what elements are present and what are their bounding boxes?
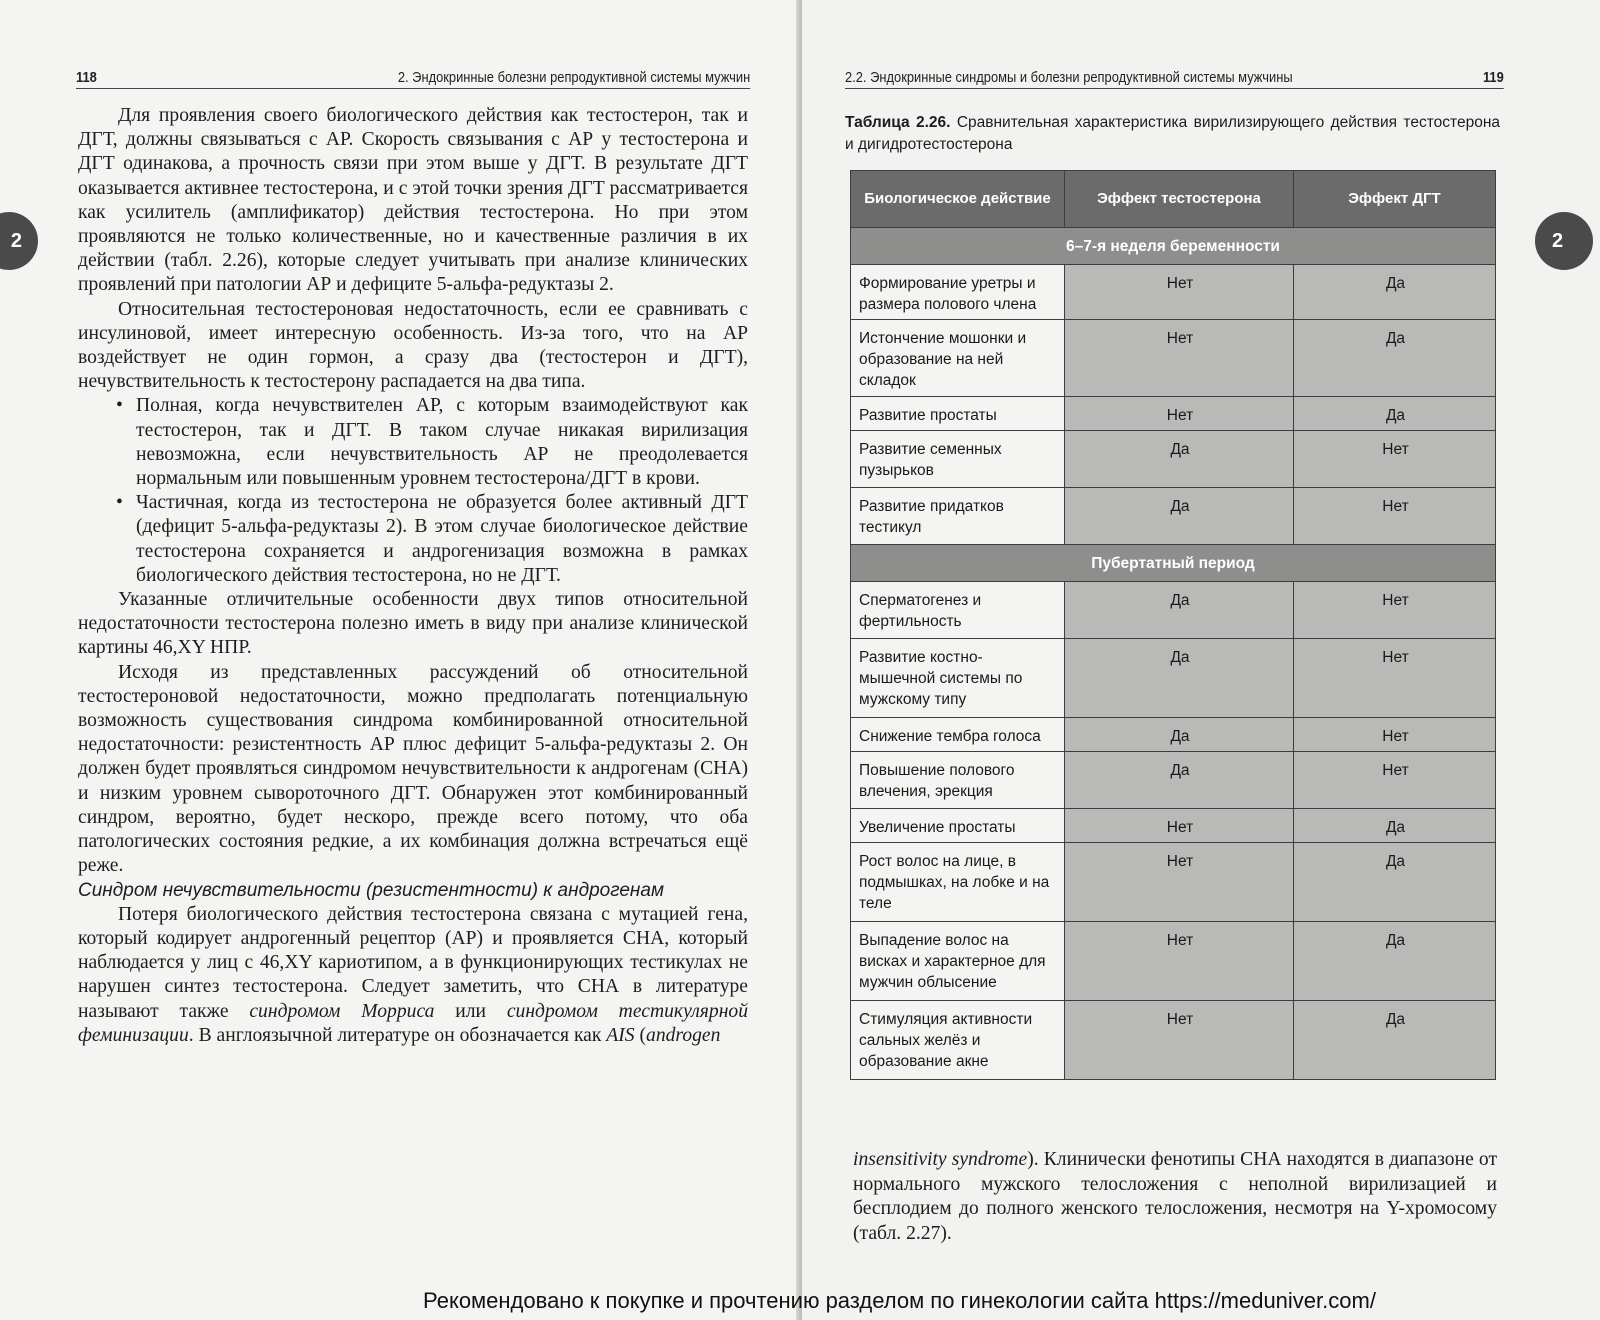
running-head-right — [845, 62, 1504, 89]
comparison-table — [850, 170, 1496, 1080]
table-header-action: Биологическое действие — [851, 171, 1065, 228]
cell-action: Выпадение волос на висках и характерное для мужчин облысение — [851, 922, 1065, 1001]
after-italic-insensitivity: insensitivity syndrome — [853, 1149, 1028, 1170]
section-title-pregnancy: 6–7-я неделя беременности — [851, 228, 1496, 265]
p5-italic-morris: синдромом Морриса — [249, 1000, 435, 1022]
cell-action: Развитие придатков тестикул — [851, 488, 1065, 545]
cell-action: Стимуляция активности сальных желёз и образование акне — [851, 1001, 1065, 1080]
after-text: ). Клинически фенотипы СНА находятся в диапазоне от нормального мужского телосложения с неполной вирилизацией и бесплодием до полного женского телосложения, несмотря на Y-хромосому (табл. 2.27). — [853, 1149, 1498, 1244]
section-subheading: Синдром нечувствительности (резистентности) к андрогенам — [78, 879, 664, 901]
cell-action: Развитие костно-мышечной системы по мужскому типу — [851, 639, 1065, 718]
section-title-puberty: Пубертатный период — [851, 545, 1496, 582]
cell-testosterone: Да — [1065, 752, 1294, 809]
chapter-tab-right: 2 — [1535, 212, 1593, 270]
cell-testosterone: Нет — [1065, 1001, 1294, 1080]
footer-recommendation: Рекомендовано к покупке и прочтению разделом по гинекологии сайта https://meduniver.com/ — [423, 1288, 1376, 1313]
cell-action: Истончение мошонки и образование на ней складок — [851, 320, 1065, 397]
cell-action: Формирование уретры и размера полового члена — [851, 265, 1065, 320]
paragraph-2: Относительная тестостероновая недостаточность, если ее сравнивать с инсулиновой, имеет интересную особенность. Из-за того, что на АР воздействует не один гормон, а сразу два (тестостерон и ДГТ), нечувствительность к тестостерону распадается на два типа. — [78, 298, 748, 393]
cell-testosterone: Нет — [1065, 922, 1294, 1001]
cell-testosterone: Нет — [1065, 397, 1294, 431]
table-header-dht: Эффект ДГТ — [1294, 171, 1496, 228]
p5-text-b: или — [434, 1000, 507, 1022]
p5-italic-ais: AIS — [606, 1024, 635, 1046]
table-row — [851, 431, 1496, 488]
table-row — [851, 1001, 1496, 1080]
cell-dht: Да — [1294, 809, 1496, 843]
running-head-title-left: 2. Эндокринные болезни репродуктивной системы мужчин — [397, 69, 751, 86]
cell-action: Развитие семенных пузырьков — [851, 431, 1065, 488]
table-row — [851, 809, 1496, 843]
cell-dht: Да — [1294, 320, 1496, 397]
bullet-item-1: • Полная, когда нечувствителен АР, с которым взаимодействуют как тестостерон, так и ДГТ. В таком случае никакая вирилизация невозможна, если нечувствительность АР не преодолевается нормальным или повышенным уровнем тестостерона/ДГТ в крови. — [136, 394, 748, 491]
cell-action: Развитие простаты — [851, 397, 1065, 431]
right-body-text — [853, 1148, 1497, 1246]
cell-dht: Нет — [1294, 718, 1496, 752]
cell-dht: Нет — [1294, 431, 1496, 488]
table-section-row — [851, 545, 1496, 582]
table-row — [851, 320, 1496, 397]
paragraph-3: Указанные отличительные особенности двух типов относительной недостаточности тестостерона полезно иметь в виду при анализе клинической картины 46,XY НПР. — [78, 589, 748, 659]
table-header-testosterone: Эффект тестостерона — [1065, 171, 1294, 228]
p5-italic-androgen: androgen — [646, 1024, 721, 1046]
table-row — [851, 639, 1496, 718]
p5-text-c: . В англоязычной литературе он обозначается как — [188, 1024, 607, 1046]
table-row — [851, 265, 1496, 320]
cell-testosterone: Нет — [1065, 843, 1294, 922]
running-head-title-right: 2.2. Эндокринные синдромы и болезни репродуктивной системы мужчины — [845, 69, 1293, 86]
cell-testosterone: Да — [1065, 639, 1294, 718]
cell-testosterone: Да — [1065, 431, 1294, 488]
right-page — [802, 0, 1600, 1320]
table-row — [851, 922, 1496, 1001]
table-caption-text: Сравнительная характеристика вирилизирующего действия тестостерона и дигидротестостерона — [845, 114, 1500, 153]
page-number-left: 118 — [76, 69, 97, 86]
table-row — [851, 488, 1496, 545]
cell-dht: Да — [1294, 397, 1496, 431]
table-row — [851, 843, 1496, 922]
cell-action: Увеличение простаты — [851, 809, 1065, 843]
cell-testosterone: Да — [1065, 582, 1294, 639]
p5-italic-feminization: синдромом тестикулярной феминизации — [78, 1000, 749, 1046]
running-head-left — [76, 62, 750, 89]
table-row — [851, 397, 1496, 431]
cell-dht: Нет — [1294, 582, 1496, 639]
paragraph-5 — [78, 903, 748, 1048]
bullet-list — [78, 394, 748, 588]
table-section-row — [851, 228, 1496, 265]
cell-dht: Да — [1294, 843, 1496, 922]
table-caption — [845, 112, 1500, 156]
cell-dht: Да — [1294, 1001, 1496, 1080]
cell-testosterone: Нет — [1065, 320, 1294, 397]
left-body-text — [78, 104, 748, 1048]
cell-dht: Нет — [1294, 639, 1496, 718]
cell-dht: Да — [1294, 922, 1496, 1001]
table-header-row — [851, 171, 1496, 228]
table-row — [851, 718, 1496, 752]
cell-dht: Да — [1294, 265, 1496, 320]
cell-action: Снижение тембра голоса — [851, 718, 1065, 752]
paragraph-continued — [853, 1148, 1497, 1246]
cell-testosterone: Нет — [1065, 809, 1294, 843]
bullet-item-2: • Частичная, когда из тестостерона не образуется более активный ДГТ (дефицит 5-альфа-редуктазы 2). В этом случае биологическое действие тестостерона сохраняется и андрогенизация возможна в рамках биологического действия тестостерона, но не ДГТ. — [136, 491, 748, 588]
cell-dht: Нет — [1294, 752, 1496, 809]
cell-action: Сперматогенез и фертильность — [851, 582, 1065, 639]
cell-testosterone: Нет — [1065, 265, 1294, 320]
table-row — [851, 582, 1496, 639]
cell-action: Рост волос на лице, в подмышках, на лобке и на теле — [851, 843, 1065, 922]
cell-action: Повышение полового влечения, эрекция — [851, 752, 1065, 809]
table-row — [851, 752, 1496, 809]
p5-text-d: ( — [634, 1024, 647, 1046]
table-caption-label: Таблица 2.26. — [845, 114, 951, 131]
cell-dht: Нет — [1294, 488, 1496, 545]
paragraph-1: Для проявления своего биологического действия как тестостерон, так и ДГТ, должны связываться с АР. Скорость связывания с АР у тестостерона и ДГТ одинакова, а прочность связи при этом выше у ДГТ. В результате ДГТ оказывается активнее тестостерона, и с этой точки зрения ДГТ рассматривается как усилитель (амплификатор) действия тестостерона. Но при этом проявляются не только количественные, но и качественные различия в их действии (табл. 2.26), которые следует учитывать при анализе клинических проявлений при патологии АР и дефиците 5-альфа-редуктазы 2. — [78, 105, 748, 296]
cell-testosterone: Да — [1065, 718, 1294, 752]
chapter-tab-left: 2 — [0, 212, 38, 270]
p5-text-a: Потеря биологического действия тестостерона связана с мутацией гена, который кодирует андрогенный рецептор (АР) и проявляется СНА, который наблюдается у лиц с 46,XY кариотипом, а в функционирующих тестикулах не нарушен синтез тестостерона. Следует заметить, что СНА в литературе называют также — [78, 903, 748, 1022]
page-number-right: 119 — [1482, 69, 1504, 86]
paragraph-4: Исходя из представленных рассуждений об относительной тестостероновой недостаточности, можно предполагать потенциальную возможность существования синдрома комбинированной относительной недостаточности: резистентность АР плюс дефицит 5-альфа-редуктазы 2. Он должен будет проявляться синдромом нечувствительности к андрогенам (СНА) и низким уровнем сывороточного ДГТ. Обнаружен этот комбинированный синдром, вероятно, будет нескоро, прежде всего потому, что оба патологических состояния редкие, а их комбинация должна встречаться ещё реже. — [78, 661, 748, 877]
cell-testosterone: Да — [1065, 488, 1294, 545]
